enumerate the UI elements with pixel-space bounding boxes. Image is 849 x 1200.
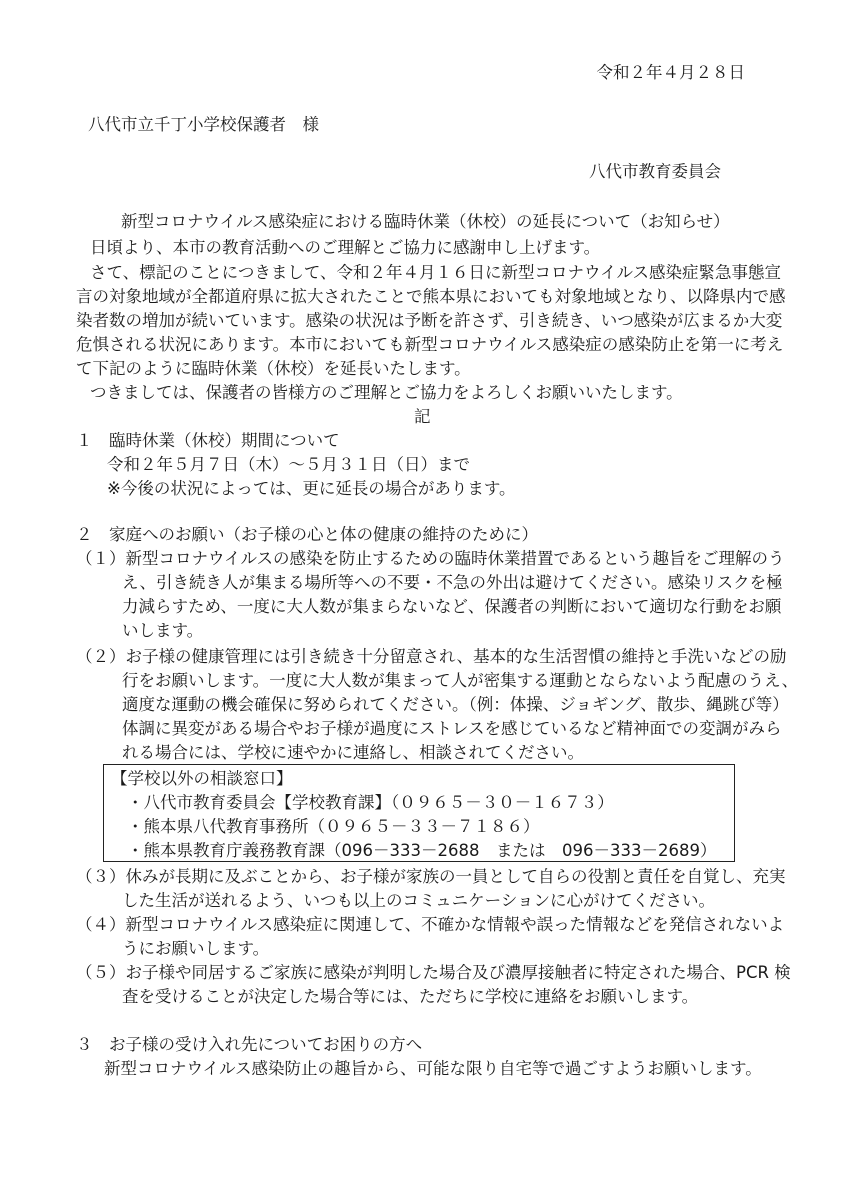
item5-line: （５）お子様や同居するご家族に感染が判明した場合及び濃厚接触者に特定された場合、PCR 検: [76, 963, 791, 982]
item2-line: 行をお願いします。一度に大人数が集まって人が密集する運動とならないよう配慮のうえ、: [122, 671, 799, 690]
item1-line: え、引き続き人が集まる場所等への不要・不急の外出は避けてください。感染リスクを極: [122, 573, 783, 592]
ki-mark: 記: [414, 407, 431, 426]
document-title: 新型コロナウイルス感染症における臨時休業（休校）の延長について（お知らせ）: [121, 212, 730, 231]
item1-line: 力減らすため、一度に大人数が集まらないなど、保護者の判断において適切な行動をお願: [122, 597, 782, 616]
recipient-line: 八代市立千丁小学校保護者 様: [88, 115, 319, 134]
item2-line: 適度な運動の機会確保に努められてください。（例：体操、ジョギング、散歩、縄跳び等）: [122, 695, 789, 714]
consultation-title: 【学校以外の相談窓口】: [111, 769, 293, 788]
item2-line: （２）お子様の健康管理には引き続き十分留意され、基本的な生活習慣の維持と手洗いなどの励: [76, 647, 787, 666]
consultation-item: ・熊本県八代教育事務所（０９６５－３３－７１８６）: [127, 817, 540, 836]
intro-line: 日頃より、本市の教育活動へのご理解とご協力に感謝申し上げます。: [90, 238, 601, 257]
intro-line: 言の対象地域が全都道府県に拡大されたことで熊本県においても対象地域となり、以降県内で感: [76, 287, 786, 306]
item3-line: （３）休みが長期に及ぶことから、お子様が家族の一員として自らの役割と責任を自覚し、充実: [76, 867, 786, 886]
item1-line: いします。: [122, 621, 204, 640]
section1-line: ※今後の状況によっては、更に延長の場合があります。: [107, 479, 516, 498]
section2-heading: ２ 家庭へのお願い（お子様の心と体の健康の維持のために）: [76, 525, 538, 544]
intro-line: 染者数の増加が続いています。感染の状況は予断を許さず、引き続き、いつ感染が広まるか大変: [76, 311, 783, 330]
sender-line: 八代市教育委員会: [589, 162, 721, 181]
item4-line: （４）新型コロナウイルス感染症に関連して、不確かな情報や誤った情報などを発信されないよ: [76, 915, 785, 934]
item2-line: 体調に異変がある場合やお子様が過度にストレスを感じているなど精神面での変調がみら: [122, 719, 782, 738]
item2-line: れる場合には、学校に速やかに連絡し、相談されてください。: [122, 743, 584, 762]
intro-line: つきましては、保護者の皆様方のご理解とご協力をよろしくお願いいたします。: [90, 383, 683, 402]
item5-line: 査を受けることが決定した場合等には、ただちに学校に連絡をお願いします。: [122, 987, 699, 1006]
consultation-item: ・八代市教育委員会【学校教育課】（０９６５－３０－１６７３）: [127, 793, 614, 812]
consultation-item: ・熊本県教育庁義務教育課（096－333－2688 または 096－333－2689）: [127, 841, 717, 860]
item1-line: （１）新型コロナウイルスの感染を防止するための臨時休業措置であるという趣旨をご理解のう: [76, 549, 785, 568]
section3-line: 新型コロナウイルス感染防止の趣旨から、可能な限り自宅等で過ごすようお願いします。: [104, 1059, 762, 1078]
intro-line: さて、標記のことにつきまして、令和２年４月１６日に新型コロナウイルス感染症緊急事態宣: [90, 263, 782, 282]
section3-heading: ３ お子様の受け入れ先についてお困りの方へ: [76, 1035, 423, 1054]
letter-date: 令和２年４月２８日: [596, 63, 745, 82]
item3-line: した生活が送れるよう、いつも以上のコミュニケーションに心がけてください。: [122, 891, 716, 910]
intro-line: て下記のように臨時休業（休校）を延長いたします。: [76, 359, 471, 378]
section1-line: 令和２年５月７日（木）～５月３１日（日）まで: [107, 455, 470, 474]
item4-line: うにお願いします。: [122, 939, 270, 958]
section1-heading: １ 臨時休業（休校）期間について: [76, 431, 340, 450]
intro-line: 危惧される状況にあります。本市においても新型コロナウイルス感染症の感染防止を第一に考え: [76, 335, 784, 354]
